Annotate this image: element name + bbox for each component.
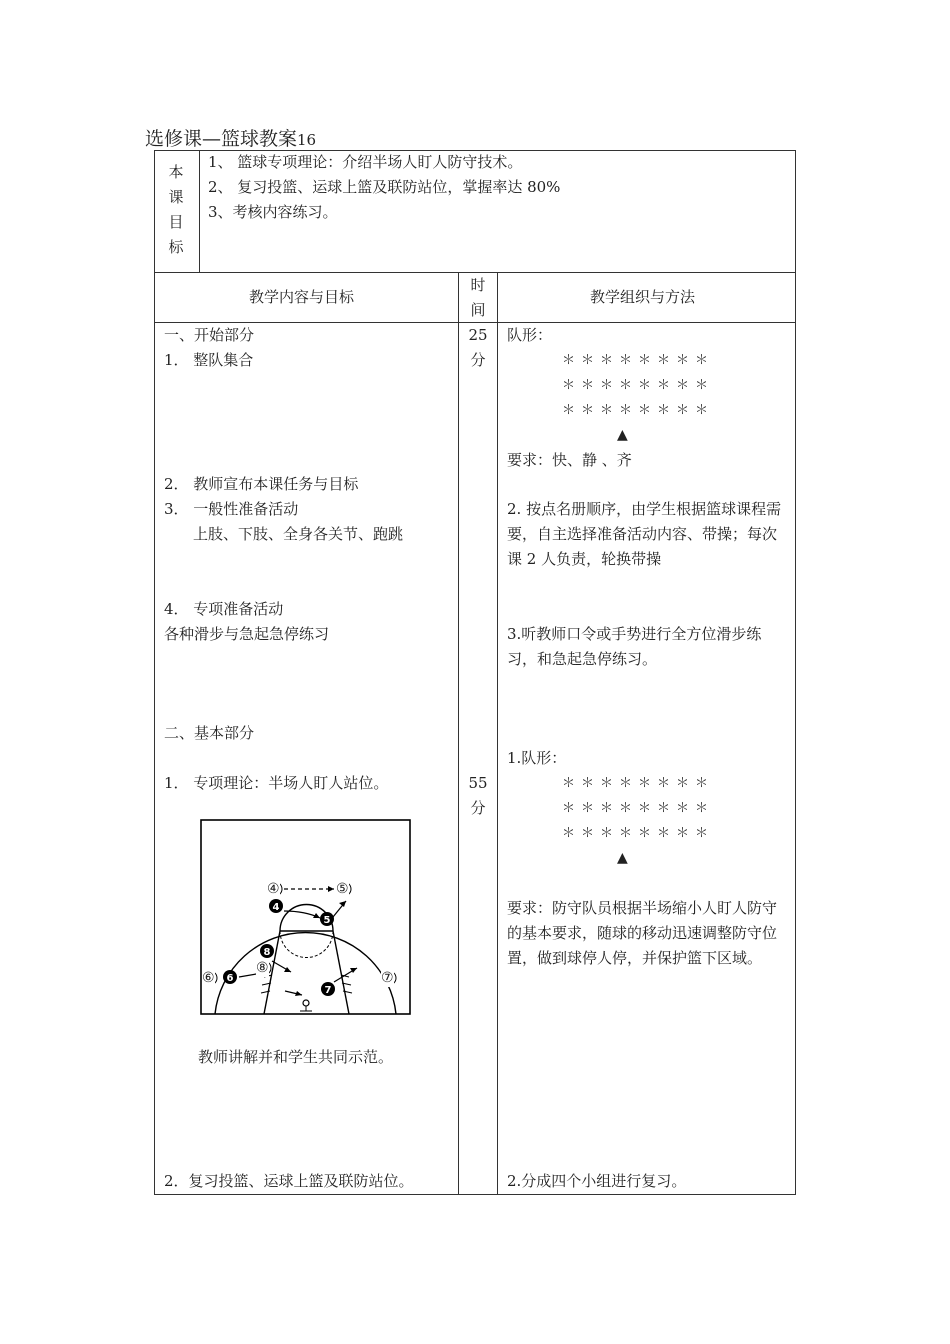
content-detail: 上肢、下肢、全身各关节、跑跳 [193, 525, 404, 543]
player-label: ⑥ [202, 970, 215, 986]
player-label: 5 [323, 915, 331, 926]
goal-item: 1、 篮球专项理论：介绍半场人盯人防守技术。 [208, 153, 523, 171]
formation-row: ＊＊＊＊＊＊＊＊ [562, 353, 715, 368]
header-method: 教学组织与方法 [590, 288, 696, 306]
content-item: 1． 专项理论：半场人盯人站位。 [164, 774, 389, 792]
goals-divider [199, 150, 200, 272]
content-item: 2． 教师宣布本课任务与目标 [164, 475, 359, 493]
goal-item: 2、 复习投篮、运球上篮及联防站位，掌握率达 80% [208, 178, 561, 196]
formation-row: ＊＊＊＊＊＊＊＊ [562, 826, 715, 841]
half-court-diagram [200, 819, 412, 1017]
method-text: 2.分成四个小组进行复习。 [507, 1172, 687, 1190]
col-divider-2 [497, 272, 498, 1195]
col-divider-1 [458, 272, 459, 1195]
formation-row: ＊＊＊＊＊＊＊＊ [562, 801, 715, 816]
player-label: 4 [272, 902, 280, 913]
player-label: ⑦ [381, 970, 394, 986]
part1-heading: 一、开始部分 [164, 326, 255, 344]
formation-row: ＊＊＊＊＊＊＊＊ [562, 403, 715, 418]
content-item: 1． 整队集合 [164, 351, 254, 369]
player-label: ⑧ [256, 960, 269, 976]
requirement-text: 要求：防守队员根据半场缩小人盯人防守的基本要求，随球的移动迅速调整防守位置，做到球停人停，并保护篮下区域。 [507, 899, 778, 967]
formation-row: ＊＊＊＊＊＊＊＊ [562, 776, 715, 791]
header-content: 教学内容与目标 [249, 288, 355, 306]
formation-row: ＊＊＊＊＊＊＊＊ [562, 378, 715, 393]
time-part2: 55 分 [468, 774, 488, 817]
player-label: 7 [324, 985, 332, 996]
teacher-triangle: ▲ [617, 850, 628, 866]
player-7-offense [382, 971, 396, 985]
diagram-caption: 教师讲解并和学生共同示范。 [198, 1048, 394, 1066]
player-5-offense [337, 882, 351, 896]
content-item: 3． 一般性准备活动 [164, 500, 299, 518]
header-time: 时 间 [470, 276, 486, 319]
player-label: 6 [226, 973, 234, 984]
player-label: ④ [267, 881, 280, 897]
player-label: 8 [263, 947, 271, 958]
requirement-text: 要求：快、静 、齐 [507, 451, 632, 469]
page-title: 选修课—篮球教案16 [145, 128, 317, 150]
content-item: 2．复习投篮、运球上篮及联防站位。 [164, 1172, 414, 1190]
teacher-triangle: ▲ [617, 427, 628, 443]
method-text: 3.听教师口令或手势进行全方位滑步练习，和急起急停练习。 [507, 625, 762, 668]
part2-heading: 二、基本部分 [164, 724, 255, 742]
content-detail: 各种滑步与急起急停练习 [164, 625, 330, 643]
goal-item: 3、考核内容练习。 [208, 203, 338, 221]
time-part1: 25 分 [468, 326, 488, 369]
formation-label: 1.队形： [507, 749, 567, 767]
player-6-offense [203, 971, 217, 985]
player-label: ⑤ [336, 881, 349, 897]
formation-label: 队形： [507, 326, 553, 344]
goals-label: 本 课 目 标 [168, 163, 184, 256]
content-item: 4． 专项准备活动 [164, 600, 284, 618]
method-text: 2. 按点名册顺序，由学生根据篮球课程需要，自主选择准备活动内容、带操；每次课 2 人负责，轮换带操 [507, 500, 782, 568]
defense-markers [223, 899, 335, 996]
player-4-offense [268, 882, 282, 896]
player-8-offense [257, 961, 271, 975]
